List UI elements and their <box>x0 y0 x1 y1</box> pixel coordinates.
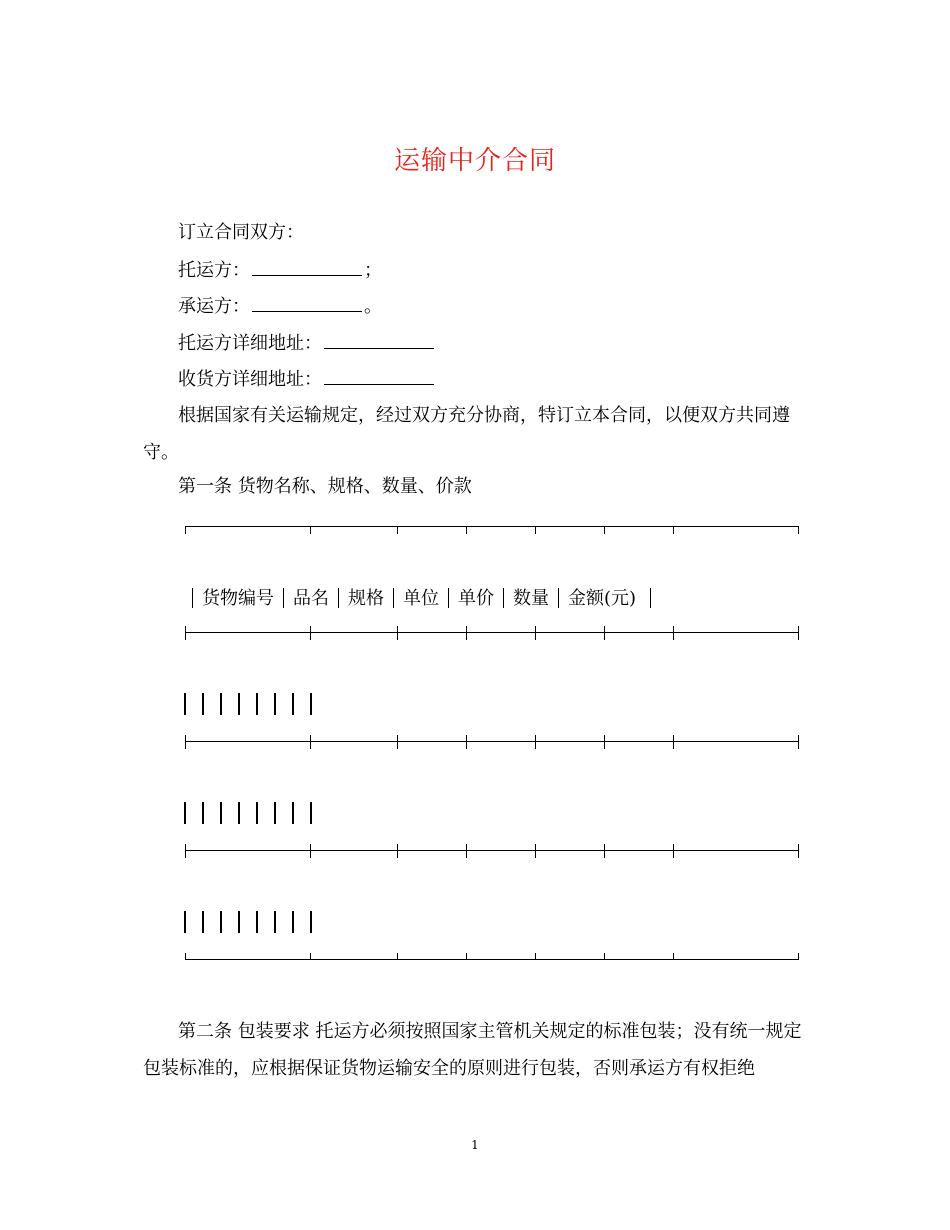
intro-paragraph: 根据国家有关运输规定，经过双方充分协商，特订立本合同，以便双方共同遵守。 <box>143 405 790 463</box>
parties-heading: 订立合同双方： <box>178 222 304 243</box>
col-header-name: 品名 <box>293 588 329 609</box>
carrier-line <box>178 295 382 318</box>
page-number: 1 <box>471 1138 479 1152</box>
shipper-line <box>178 259 382 282</box>
col-header-id: 货物编号 <box>202 588 274 609</box>
carrier-blank[interactable] <box>252 295 362 312</box>
col-header-price: 单价 <box>458 588 494 609</box>
shipper-label: 托运方： <box>178 260 250 281</box>
consignee-address-label: 收货方详细地址： <box>178 369 322 390</box>
document-title: 运输中介合同 <box>393 146 556 176</box>
shipper-address-line <box>178 332 436 355</box>
col-header-amount: 金额(元) <box>568 588 637 609</box>
carrier-end: 。 <box>364 296 382 317</box>
table-header-row <box>183 584 660 610</box>
consignee-address-line <box>178 368 436 391</box>
shipper-address-label: 托运方详细地址： <box>178 333 322 354</box>
shipper-end: ； <box>364 260 382 281</box>
col-header-unit: 单位 <box>403 588 439 609</box>
col-header-spec: 规格 <box>348 588 384 609</box>
table-rule <box>185 626 799 640</box>
col-header-qty: 数量 <box>513 588 549 609</box>
table-bottom-rule <box>185 953 799 967</box>
shipper-blank[interactable] <box>252 259 362 276</box>
article1-heading: 第一条 货物名称、规格、数量、价款 <box>178 476 472 497</box>
article2-paragraph: 第二条 包装要求 托运方必须按照国家主管机关规定的标准包装；没有统一规定包装标准的，应根据保证货物运输安全的原则进行包装，否则承运方有权拒绝 <box>143 1021 802 1079</box>
table-rule <box>185 735 799 749</box>
shipper-address-blank[interactable] <box>324 332 434 349</box>
table-rule <box>185 844 799 858</box>
carrier-label: 承运方： <box>178 296 250 317</box>
table-top-rule <box>185 520 799 534</box>
consignee-address-blank[interactable] <box>324 368 434 385</box>
